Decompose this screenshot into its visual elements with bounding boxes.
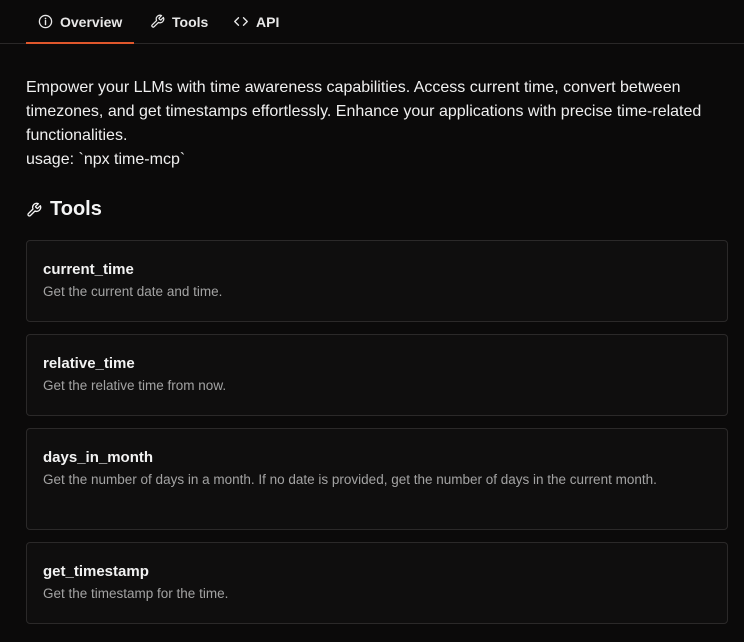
tool-name: get_timestamp — [43, 563, 149, 580]
tool-name: current_time — [43, 261, 134, 278]
wrench-icon — [26, 202, 42, 218]
tool-name: days_in_month — [43, 449, 154, 466]
tool-card-relative-time[interactable] — [26, 334, 728, 416]
tab-api-label: API — [256, 13, 280, 30]
tool-list — [26, 240, 728, 624]
tab-tools-label: Tools — [172, 13, 209, 30]
info-circle-icon — [38, 14, 53, 29]
tool-card-get-timestamp[interactable] — [26, 542, 728, 624]
tab-tools[interactable] — [150, 0, 208, 43]
tab-bar — [0, 0, 744, 44]
tool-name: relative_time — [43, 355, 135, 372]
usage-text: usage: `npx time-mcp` — [26, 151, 186, 168]
overview-description — [26, 76, 726, 172]
code-brackets-icon — [233, 14, 249, 29]
tab-overview-label: Overview — [60, 13, 123, 30]
tool-description: Get the relative time from now. — [43, 378, 227, 393]
tool-description: Get the current date and time. — [43, 284, 223, 299]
tool-description: Get the timestamp for the time. — [43, 586, 229, 601]
tool-card-current-time[interactable] — [26, 240, 728, 322]
tab-overview[interactable] — [38, 0, 122, 43]
tools-heading — [26, 198, 102, 221]
description-text: Empower your LLMs with time awareness capabilities. Access current time, convert between timezones, and get timestamps effortlessly. Enhance your applications with precise time-related functionalities. — [26, 79, 702, 144]
tab-api[interactable] — [233, 0, 279, 43]
tools-heading-label: Tools — [50, 198, 102, 220]
wrench-icon — [150, 14, 165, 29]
tool-description: Get the number of days in a month. If no date is provided, get the number of days in the current month. — [43, 472, 657, 487]
tool-card-days-in-month[interactable] — [26, 428, 728, 530]
